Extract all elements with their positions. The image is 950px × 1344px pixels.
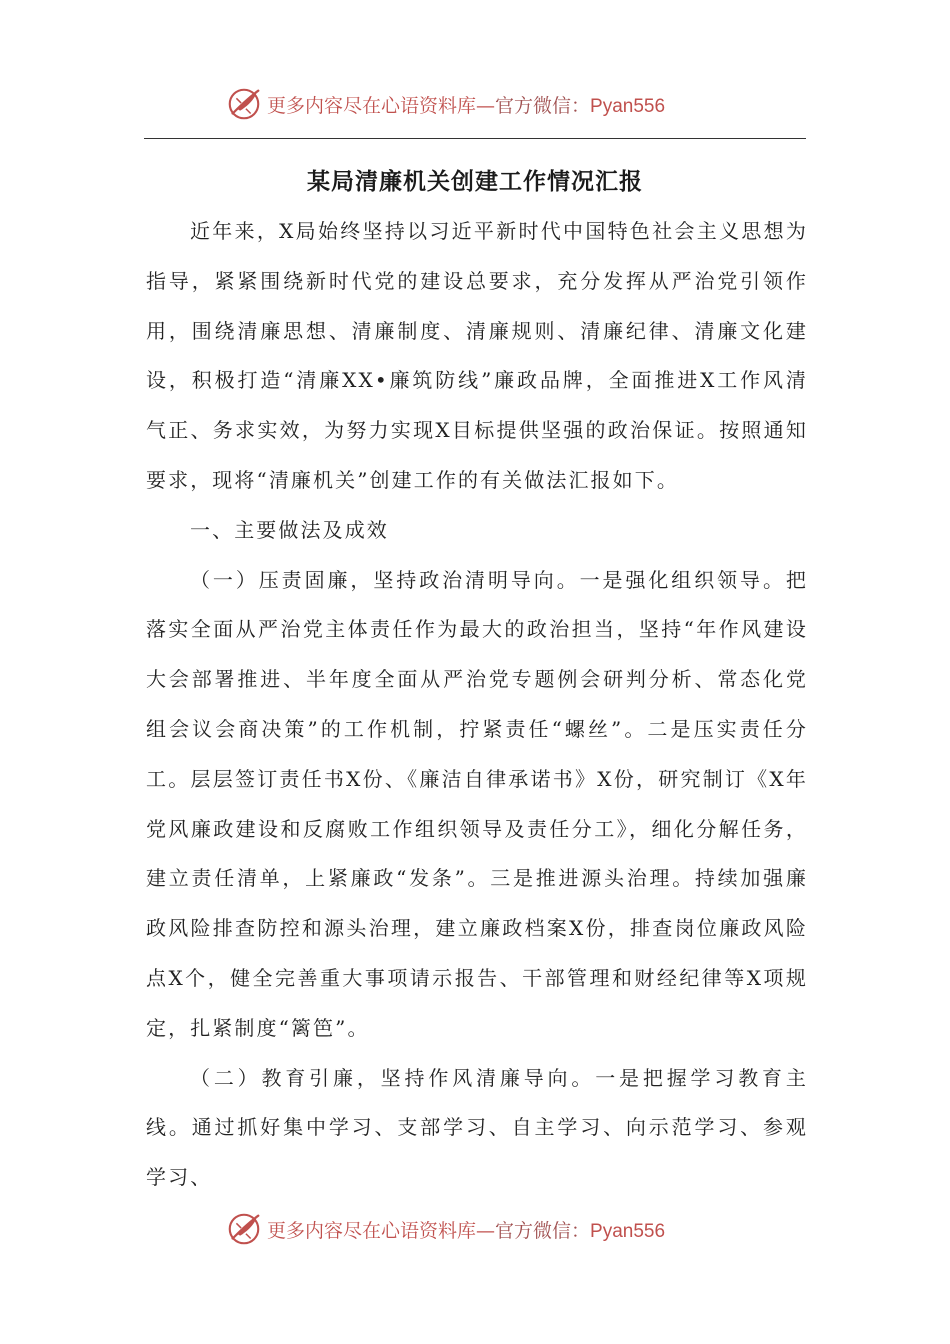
- watermark-slogan: 更多内容尽在心语资料库: [267, 94, 477, 117]
- document-title: 某局清廉机关创建工作情况汇报: [307, 169, 643, 195]
- watermark-separator: —: [476, 94, 496, 117]
- paragraph-intro: 近年来，X局始终坚持以习近平新时代中国特色社会主义思想为指导，紧紧围绕新时代党的建设总要求，充分发挥从严治党引领作用，围绕清廉思想、清廉制度、清廉规则、清廉纪律、清廉文化建设，积极打造“清廉XX•廉筑防线”廉政品牌，全面推进X工作风清气正、务求实效，为努力实现X目标提供坚强的政治保证。按照通知要求，现将“清廉机关”创建工作的有关做法汇报如下。: [146, 219, 808, 492]
- quill-seal-icon: [225, 1210, 263, 1248]
- watermark-slogan: 更多内容尽在心语资料库: [267, 1219, 477, 1242]
- wechat-label: 官方微信：: [495, 94, 591, 117]
- quill-seal-icon: [225, 85, 263, 123]
- watermark-text: [267, 91, 665, 118]
- watermark-text: [267, 1216, 665, 1243]
- header-watermark-banner: [225, 82, 745, 126]
- header-divider: [144, 138, 806, 139]
- paragraph-section-1: （一）压责固廉，坚持政治清明导向。一是强化组织领导。把落实全面从严治党主体责任作为最大的政治担当，坚持“年作风建设大会部署推进、半年度全面从严治党专题例会研判分析、常态化党组会议会商决策”的工作机制，拧紧责任“螺丝”。二是压实责任分工。层层签订责任书X份、《廉洁自律承诺书》X份，研究制订《X年党风廉政建设和反腐败工作组织领导及责任分工》，细化分解任务，建立责任清单，上紧廉政“发条”。三是推进源头治理。持续加强廉政风险排查防控和源头治理，建立廉政档案X份，排查岗位廉政风险点X个，健全完善重大事项请示报告、干部管理和财经纪律等X项规定，扎紧制度“篱笆”。: [146, 567, 808, 1040]
- wechat-id: Pyan556: [590, 95, 666, 117]
- footer-watermark-banner: [225, 1207, 745, 1251]
- paragraph-section-2: （二）教育引廉，坚持作风清廉导向。一是把握学习教育主线。通过抓好集中学习、支部学习、自主学习、向示范学习、参观学习、: [146, 1065, 808, 1190]
- watermark-separator: —: [476, 1219, 496, 1242]
- wechat-id: Pyan556: [590, 1220, 666, 1242]
- section-heading: 一、主要做法及成效: [190, 517, 389, 542]
- wechat-label: 官方微信：: [495, 1219, 591, 1242]
- document-body: [146, 207, 808, 1203]
